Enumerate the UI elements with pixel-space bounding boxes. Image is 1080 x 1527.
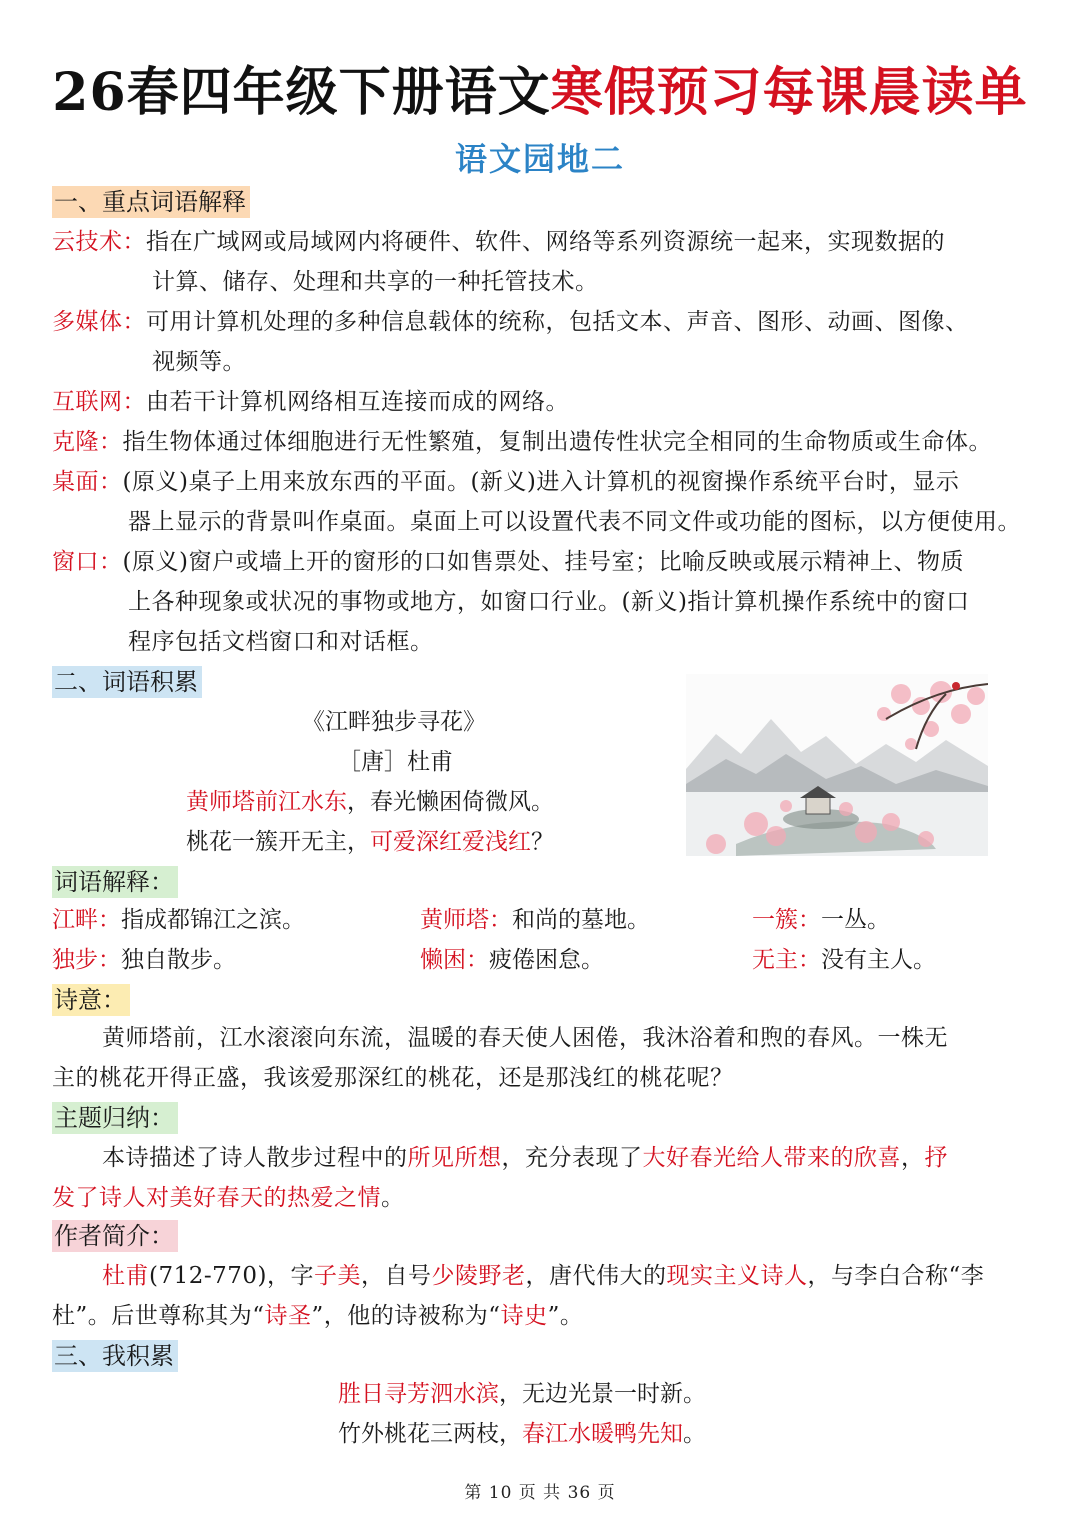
entry-desktop-line2: 器上显示的背景叫作桌面。桌面上可以设置代表不同文件或功能的图标，以方便使用。 [128, 509, 1021, 535]
entry-internet [52, 382, 1042, 422]
theme-highlight: 发了诗人对美好春天的热爱之情 [52, 1185, 381, 1211]
theme-text: ，充分表现了 [501, 1145, 643, 1171]
term-window: 窗口： [52, 549, 123, 575]
def-multimedia-1: 可用计算机处理的多种信息载体的统称，包括文本、声音、图形、动画、图像、 [146, 309, 969, 335]
def-cloud-1: 指在广域网或局域网内将硬件、软件、网络等系列资源统一起来，实现数据的 [146, 229, 945, 255]
landscape-image [686, 674, 988, 856]
author-text: (712-770)，字 [149, 1263, 315, 1289]
author-highlight: 少陵野老 [431, 1263, 526, 1289]
def-internet: 由若干计算机网络相互连接而成的网络。 [146, 389, 569, 415]
section3-heading: 三、我积累 [52, 1340, 178, 1372]
poem-line2-red: 可爱深红爱浅红 [370, 829, 531, 855]
poem-line1-red: 黄师塔前江水东 [186, 789, 347, 815]
author-highlight: 诗史 [500, 1303, 548, 1329]
vocab-def: 独自散步。 [121, 947, 236, 973]
page-title [0, 50, 1080, 125]
poem-line2-start: 桃花一簇开无主， [186, 829, 370, 855]
poem-line1 [186, 782, 554, 822]
theme-text: 。 [381, 1185, 405, 1211]
vocab-item-wuzhu [752, 940, 936, 980]
theme-text: 本诗描述了诗人散步过程中的 [102, 1145, 408, 1171]
author-text: ”。 [547, 1303, 584, 1329]
page-subtitle: 语文园地二 [454, 140, 625, 178]
author-text: ”，他的诗被称为“ [311, 1303, 501, 1329]
entry-cloud-line1 [52, 222, 1042, 262]
term-cloud: 云技术： [52, 229, 146, 255]
vocab-item-jiangpan [52, 900, 305, 940]
def-window-1: (原义)窗户或墙上开的窗形的口如售票处、挂号室；比喻反映或展示精神上、物质 [122, 549, 964, 575]
def-clone: 指生物体通过体细胞进行无性繁殖，复制出遗传性状完全相同的生命物质或生命体。 [122, 429, 992, 455]
vocab-item-lankun [420, 940, 604, 980]
poem-line1-rest: ，春光懒困倚微风。 [347, 789, 554, 815]
author-heading: 作者简介： [52, 1220, 178, 1252]
ink-landscape-illustration [686, 674, 988, 856]
poem-title: 《江畔独步寻花》 [302, 709, 486, 735]
entry-desktop-line1 [52, 462, 1042, 502]
term-clone: 克隆： [52, 429, 123, 455]
theme-text: ， [901, 1145, 925, 1171]
def-desktop-1: (原义)桌子上用来放东西的平面。(新义)进入计算机的视窗操作系统平台时，显示 [122, 469, 960, 495]
theme-line1 [102, 1138, 1080, 1178]
term-desktop: 桌面： [52, 469, 123, 495]
accum-line2-red: 春江水暖鸭先知 [522, 1421, 683, 1447]
theme-highlight: 大好春光给人带来的欣喜 [642, 1145, 901, 1171]
vocab-def: 疲倦困怠。 [489, 947, 604, 973]
section2-heading: 二、词语积累 [52, 666, 202, 698]
vocab-term: 江畔： [52, 907, 121, 933]
entry-window-line1 [52, 542, 1042, 582]
accum-line1 [338, 1374, 706, 1414]
entry-multimedia-line1 [52, 302, 1042, 342]
vocab-item-dubu [52, 940, 236, 980]
term-multimedia: 多媒体： [52, 309, 146, 335]
author-line2 [52, 1296, 1042, 1336]
entry-clone [52, 422, 1042, 462]
meaning-line2: 主的桃花开得正盛，我该爱那深红的桃花，还是那浅红的桃花呢？ [52, 1065, 734, 1091]
author-text: ，与李白合称“李 [807, 1263, 985, 1289]
vocab-term: 无主： [752, 947, 821, 973]
poem-line2-end: ？ [531, 829, 554, 855]
theme-heading: 主题归纳： [52, 1102, 178, 1134]
meaning-line1: 黄师塔前，江水滚滚向东流，温暖的春天使人困倦，我沐浴着和煦的春风。一株无 [102, 1025, 948, 1051]
accum-line2 [338, 1414, 706, 1454]
entry-multimedia-line2: 视频等。 [152, 349, 246, 375]
author-text: ，自号 [361, 1263, 432, 1289]
section1-heading: 一、重点词语解释 [52, 186, 250, 218]
vocab-def: 一丛。 [821, 907, 890, 933]
vocab-heading: 词语解释： [52, 866, 178, 898]
meaning-heading: 诗意： [52, 984, 130, 1016]
accum-line1-rest: ，无边光景一时新。 [499, 1381, 706, 1407]
poem-line2 [186, 822, 554, 862]
term-internet: 互联网： [52, 389, 146, 415]
title-red: 寒假预习每课晨读单 [550, 62, 1028, 123]
poem-author: ［唐］杜甫 [338, 749, 453, 775]
author-text: ，唐代伟大的 [525, 1263, 667, 1289]
page-footer: 第 10 页 共 36 页 [464, 1483, 616, 1503]
theme-highlight: 抒 [924, 1145, 948, 1171]
theme-highlight: 所见所想 [407, 1145, 502, 1171]
entry-window-line3: 程序包括文档窗口和对话框。 [128, 629, 434, 655]
vocab-item-yicu [752, 900, 890, 940]
vocab-term: 黄师塔： [420, 907, 512, 933]
accum-line2-start: 竹外桃花三两枝， [338, 1421, 522, 1447]
author-line1 [102, 1256, 1080, 1296]
vocab-item-huangshita [420, 900, 650, 940]
accum-line1-red: 胜日寻芳泗水滨 [338, 1381, 499, 1407]
title-black: 26春四年级下册语文 [52, 62, 551, 123]
vocab-term: 懒困： [420, 947, 489, 973]
author-highlight: 诗圣 [264, 1303, 312, 1329]
theme-line2 [52, 1178, 1042, 1218]
author-highlight: 子美 [314, 1263, 362, 1289]
author-text: 杜”。后世尊称其为“ [52, 1303, 265, 1329]
entry-cloud-line2: 计算、储存、处理和共享的一种托管技术。 [152, 269, 599, 295]
accum-line2-end: 。 [683, 1421, 706, 1447]
vocab-def: 没有主人。 [821, 947, 936, 973]
author-highlight: 现实主义诗人 [666, 1263, 808, 1289]
vocab-def: 和尚的墓地。 [512, 907, 650, 933]
vocab-term: 独步： [52, 947, 121, 973]
vocab-term: 一簇： [752, 907, 821, 933]
vocab-def: 指成都锦江之滨。 [121, 907, 305, 933]
author-name: 杜甫 [102, 1263, 149, 1289]
entry-window-line2: 上各种现象或状况的事物或地方，如窗口行业。(新义)指计算机操作系统中的窗口 [128, 589, 970, 615]
